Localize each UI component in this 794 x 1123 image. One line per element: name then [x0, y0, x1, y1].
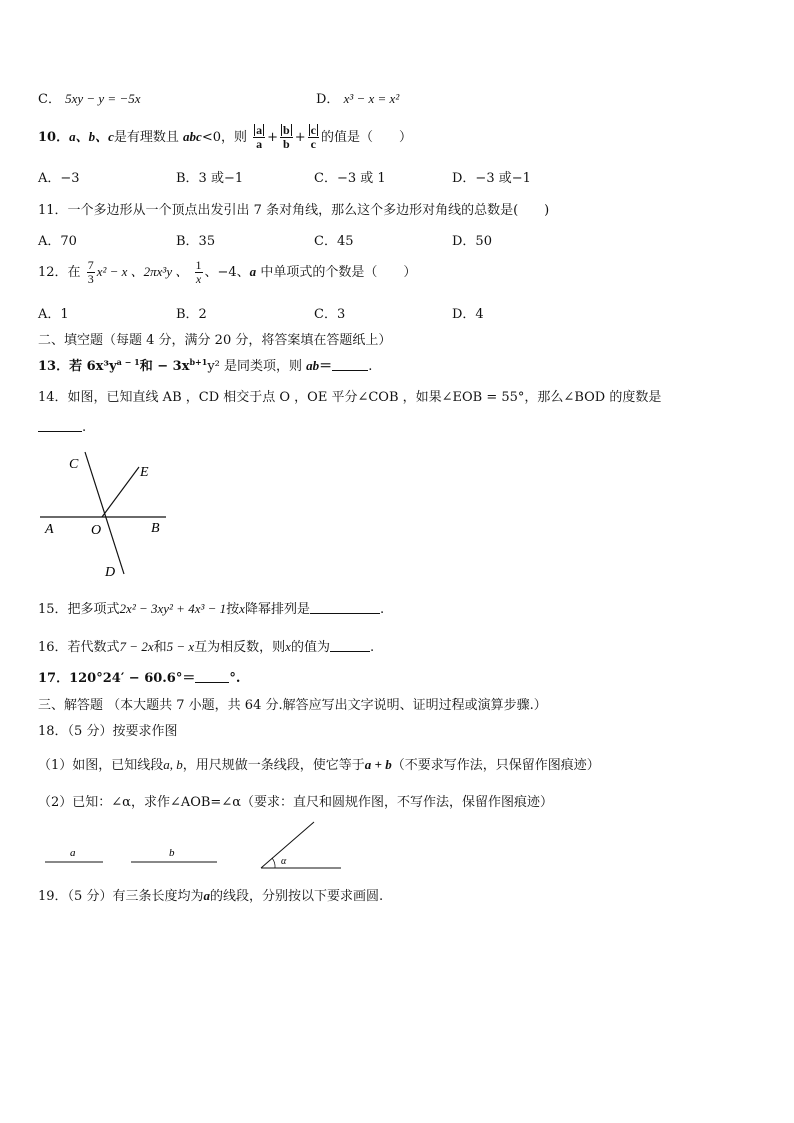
- q11-stem: 11．一个多边形从一个顶点出发引出 7 条对角线，那么这个多边形对角线的总数是( ): [38, 203, 550, 218]
- fraction-one-over-x: $\frac{1}{x}$: [195, 258, 202, 286]
- q15-stem: 15．把多项式2x² − 3xy² + 4x³ − 1按x降幂排列是 .: [38, 601, 385, 617]
- q9-option-c-expr: 5xy − y = −5x: [65, 91, 141, 106]
- q11-option-c: C．45: [314, 234, 354, 249]
- label-b: B: [151, 521, 160, 536]
- q17-stem: 17．120°24′ − 60.6°＝ °.: [38, 671, 241, 686]
- q11-option-a: A．70: [38, 234, 77, 249]
- q10-stem: 10．a、b、c是有理数且 abc<0，则 $\frac{a}{a}$ + $\frac{b}{b}$ + $\frac{c}{c}$ 的值是（ ）: [38, 123, 412, 151]
- angle-alpha-label: α: [281, 856, 287, 867]
- q13-answer-blank: [332, 358, 368, 371]
- segment-b-label: b: [169, 847, 175, 859]
- q14-stem: 14．如图，已知直线 AB ，CD 相交于点 O ，OE 平分∠COB ，如果∠EOB = 55°，那么∠BOD 的度数是: [38, 390, 662, 405]
- q10-option-d: D．−3 或−1: [452, 171, 531, 186]
- q11-option-b: B．35: [176, 234, 216, 249]
- section-3-heading: 三、解答题 （本大题共 7 小题，共 64 分.解答应写出文字说明、证明过程或演算步骤.）: [38, 698, 547, 713]
- q12-option-b: B．2: [176, 307, 207, 322]
- q16-answer-blank: [330, 639, 370, 652]
- q10-option-b: B．3 或−1: [176, 171, 244, 186]
- q12-option-a: A．1: [38, 307, 69, 322]
- angle-alpha-side: [261, 822, 314, 868]
- q14-answer-blank: [38, 419, 82, 432]
- q18-segments-and-angle-figure: [44, 818, 354, 872]
- segment-a-label: a: [70, 847, 76, 859]
- q10-option-c: C．−3 或 1: [314, 171, 386, 186]
- q19-stem: 19．（5 分）有三条长度均为a的线段，分别按以下要求画圆.: [38, 888, 384, 904]
- fraction-abs-c-over-c: $\frac{c}{c}$: [308, 124, 319, 151]
- q11-option-d: D．50: [452, 234, 492, 249]
- label-d: D: [105, 565, 116, 580]
- q16-stem: 16．若代数式7 − 2x和5 − x互为相反数，则x的值为 .: [38, 639, 375, 655]
- ray-oe: [102, 467, 139, 517]
- q14-intersecting-lines-figure: [38, 446, 178, 580]
- label-o: O: [91, 523, 102, 538]
- q18-part-1: （1）如图，已知线段a, b，用尺规做一条线段，使它等于a + b（不要求写作法，只保留作图痕迹）: [38, 757, 600, 773]
- fraction-abs-a-over-a: $\frac{a}{a}$: [253, 124, 265, 151]
- section-2-heading: 二、填空题（每题 4 分，满分 20 分，将答案填在答题纸上）: [38, 333, 392, 348]
- q12-option-c: C．3: [314, 307, 346, 322]
- label-a: A: [45, 522, 54, 537]
- q9-option-c: C． 5xy − y = −5x: [38, 91, 141, 107]
- q14-answer-line: .: [38, 419, 86, 435]
- q12-stem: 12．在 $\frac{7}{3}$ x² − x 、2πx³y 、 $\frac{1}{x}$ 、−4、a 中单项式的个数是（ ）: [38, 258, 417, 286]
- fraction-abs-b-over-b: $\frac{b}{b}$: [280, 124, 293, 151]
- q17-answer-blank: [195, 670, 229, 683]
- q10-option-a: A．−3: [38, 171, 80, 186]
- q18-title: 18．（5 分）按要求作图: [38, 724, 178, 739]
- q12-option-d: D．4: [452, 307, 484, 322]
- q15-answer-blank: [310, 601, 380, 614]
- q13-stem: 13．若 $6x^3y^{a - 1}$和 − $3x^{b+1}y^2$ 是同类项，则 ab＝ .: [38, 357, 373, 374]
- q18-part-2: （2）已知：∠α，求作∠AOB=∠α（要求：直尺和圆规作图，不写作法，保留作图痕迹）: [38, 795, 553, 810]
- label-c: C: [69, 457, 79, 472]
- fraction-seven-thirds: $\frac{7}{3}$: [87, 258, 94, 286]
- q9-option-d: D． x³ − x = x²: [316, 91, 400, 107]
- q9-option-d-expr: x³ − x = x²: [343, 91, 400, 106]
- angle-alpha-arc: [272, 858, 275, 868]
- label-e: E: [140, 465, 149, 480]
